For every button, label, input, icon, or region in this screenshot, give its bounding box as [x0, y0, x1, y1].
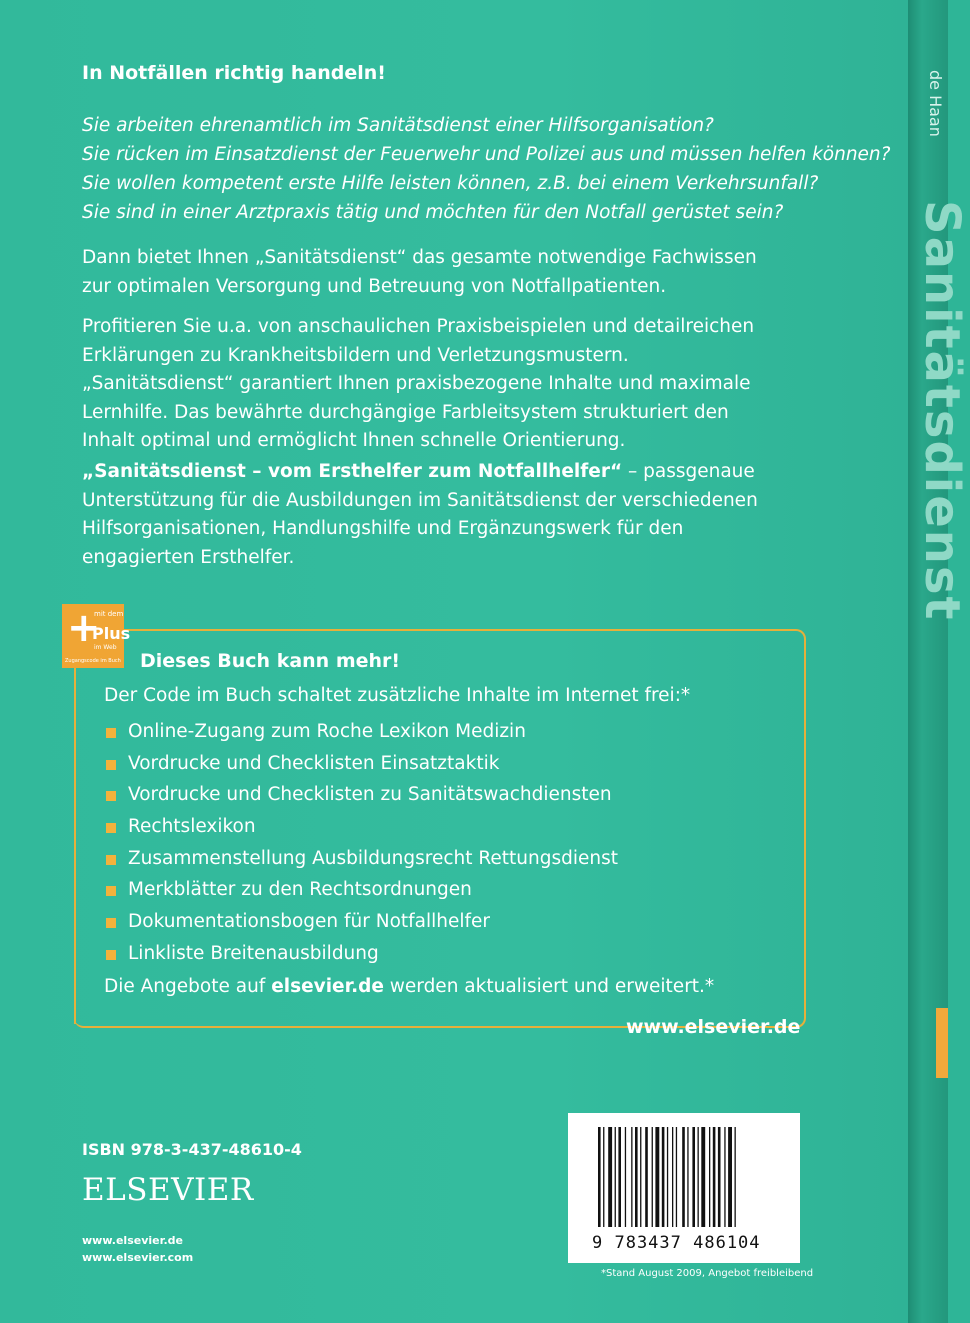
box-title: Dieses Buch kann mehr! [140, 650, 401, 672]
footer-post: werden aktualisiert und erweitert.* [383, 976, 715, 997]
question-list [82, 111, 891, 227]
price-note: *Stand August 2009, Angebot freibleibend [601, 1268, 814, 1279]
square-bullet-icon [106, 791, 116, 801]
publisher-url[interactable]: www.elsevier.de [626, 1016, 801, 1038]
intro-paragraph: Dann bietet Ihnen „Sanitätsdienst“ das gesamte notwendige Fachwissen zur optimalen Versorgung und Betreuung von Notfallpatienten. [82, 247, 757, 297]
plus-im-web-badge [62, 604, 131, 668]
plus-icon: + [67, 605, 101, 651]
feature-label: Vordrucke und Checklisten zu Sanitätswachdiensten [128, 784, 612, 806]
barcode-number: 9 783437 486104 [592, 1233, 761, 1253]
spine-author: de Haan [926, 70, 945, 137]
list-item [104, 938, 618, 970]
square-bullet-icon [106, 855, 116, 865]
spine-title: Sanitätsdienst [914, 200, 970, 622]
feature-label: Rechtslexikon [128, 816, 256, 838]
book-spine [908, 0, 970, 1323]
question-line: Sie wollen kompetent erste Hilfe leisten können, z.B. bei einem Verkehrsunfall? [82, 173, 819, 194]
headline: In Notfällen richtig handeln! [82, 62, 386, 84]
list-item [104, 748, 618, 780]
square-bullet-icon [106, 728, 116, 738]
question-line: Sie arbeiten ehrenamtlich im Sanitätsdienst einer Hilfsorganisation? [82, 115, 714, 136]
features-paragraph: Profitieren Sie u.a. von anschaulichen Praxisbeispielen und detailreichen Erklärungen zu Krankheitsbildern und Verletzungsmustern. „Sanitätsdienst“ garantiert Ihnen praxisbezogene Inhalte und maximale Lernhilfe. Das bewährte durchgängige Farbleitsystem strukturiert den Inhalt optimal und ermöglicht Ihnen schnelle Orientierung. [82, 316, 755, 451]
list-item [104, 843, 618, 875]
square-bullet-icon [106, 886, 116, 896]
web-link[interactable]: www.elsevier.de [82, 1234, 183, 1247]
feature-label: Zusammenstellung Ausbildungsrecht Rettungsdienst [128, 847, 619, 869]
feature-label: Linkliste Breitenausbildung [128, 942, 379, 964]
list-item [104, 874, 618, 906]
box-footer [104, 976, 714, 997]
footer-link[interactable]: elsevier.de [271, 976, 384, 997]
square-bullet-icon [106, 950, 116, 960]
list-item [104, 779, 618, 811]
feature-label: Online-Zugang zum Roche Lexikon Medizin [128, 721, 526, 742]
badge-im-web: im Web [94, 644, 117, 651]
question-line: Sie sind in einer Arztpraxis tätig und möchten für den Notfall gerüstet sein? [82, 202, 784, 223]
isbn: ISBN 978-3-437-48610-4 [82, 1140, 302, 1159]
box-left-border [74, 668, 76, 1024]
footer-pre: Die Angebote auf [104, 976, 272, 997]
badge-zugang: Zugangscode im Buch [65, 658, 121, 664]
publisher-logo: ELSEVIER [82, 1172, 254, 1208]
barcode-icon [598, 1127, 770, 1231]
spine-plus-marker [936, 1008, 948, 1078]
box-intro: Der Code im Buch schaltet zusätzliche Inhalte im Internet frei:* [104, 685, 691, 706]
barcode-panel [568, 1113, 800, 1263]
feature-label: Merkblätter zu den Rechtsordnungen [128, 879, 472, 901]
feature-list [104, 716, 618, 970]
list-item [104, 906, 618, 938]
list-item [104, 716, 618, 748]
square-bullet-icon [106, 823, 116, 833]
summary-paragraph [82, 458, 772, 572]
feature-label: Vordrucke und Checklisten Einsatztaktik [128, 752, 500, 774]
badge-plus: Plus [92, 624, 131, 643]
feature-label: Dokumentationsbogen für Notfallhelfer [128, 911, 491, 933]
question-line: Sie rücken im Einsatzdienst der Feuerwehr und Polizei aus und müssen helfen können? [82, 144, 891, 165]
list-item [104, 811, 618, 843]
web-link[interactable]: www.elsevier.com [82, 1251, 194, 1264]
badge-mit-dem: mit dem [94, 610, 124, 618]
square-bullet-icon [106, 760, 116, 770]
square-bullet-icon [106, 918, 116, 928]
summary-bold: „Sanitätsdienst – vom Ersthelfer zum Notfallhelfer“ [82, 461, 623, 482]
summary-rest: – passgenaue Unterstützung für die Ausbildungen im Sanitätsdienst der verschiedenen Hilfsorganisationen, Handlungshilfe und Ergänzungswerk für den engagierten Ersthelfer. [82, 461, 758, 568]
